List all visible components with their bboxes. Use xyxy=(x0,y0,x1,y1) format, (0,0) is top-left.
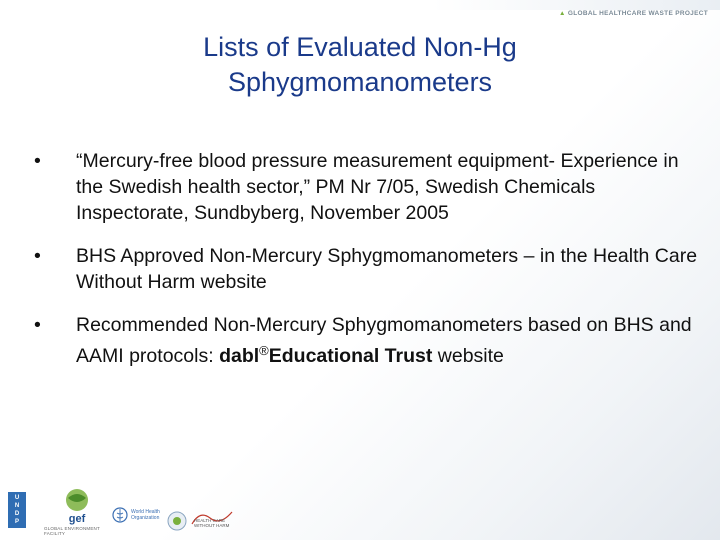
undp-letter: P xyxy=(14,519,19,525)
undp-letter: N xyxy=(14,503,20,509)
footer-logos xyxy=(0,482,720,540)
gef-logo xyxy=(56,486,98,526)
partner-emblem-icon xyxy=(166,510,188,532)
bullet-text: BHS Approved Non-Mercury Sphygmomanometers – in the Health Care Without Harm website xyxy=(76,245,698,293)
bullet-item-1 xyxy=(28,148,698,226)
dabl-name: dabl xyxy=(219,345,260,367)
registered-mark: ® xyxy=(259,343,269,358)
bullet-marker: • xyxy=(34,150,41,172)
bullet-text-start: Recommended Non-Mercury Sphygmomanometers based on BHS and AAMI protocols: xyxy=(76,314,692,367)
bullet-item-3 xyxy=(28,312,698,369)
bullet-marker: • xyxy=(34,314,41,336)
undp-letter: U xyxy=(14,495,20,501)
bullet-text: “Mercury-free blood pressure measurement equipment- Experience in the Swedish health sector,” PM Nr 7/05, Swedish Chemicals Inspectorate, Sundbyberg, November 2005 xyxy=(76,150,679,224)
undp-logo xyxy=(8,492,26,528)
bullet-text-end: website xyxy=(432,345,504,367)
who-emblem-icon xyxy=(112,507,128,523)
who-label-line: Organization xyxy=(131,515,160,521)
project-logo xyxy=(559,10,708,17)
gef-tagline: GLOBAL ENVIRONMENT FACILITY xyxy=(44,526,100,536)
bullet-list xyxy=(28,148,698,386)
project-name: GLOBAL HEALTHCARE WASTE PROJECT xyxy=(567,10,708,17)
project-logo-mark: ▲ xyxy=(559,10,568,17)
who-logo xyxy=(112,504,172,526)
bullet-item-2 xyxy=(28,243,698,295)
educational-trust-name: Educational Trust xyxy=(268,345,433,367)
who-label-line: World Health xyxy=(131,509,160,515)
title-line-2: Sphygmomanometers xyxy=(227,67,493,97)
bullet-marker: • xyxy=(34,245,41,267)
slide-title xyxy=(110,30,610,100)
gef-label: gef xyxy=(68,513,86,525)
title-line-1: Lists of Evaluated Non-Hg xyxy=(203,32,517,62)
header-band xyxy=(0,0,720,10)
hcwh-label: HEALTH CARE WITHOUT HARM xyxy=(194,518,230,528)
bullet-text xyxy=(76,312,698,369)
who-label xyxy=(131,509,160,521)
undp-letter: D xyxy=(14,511,20,517)
